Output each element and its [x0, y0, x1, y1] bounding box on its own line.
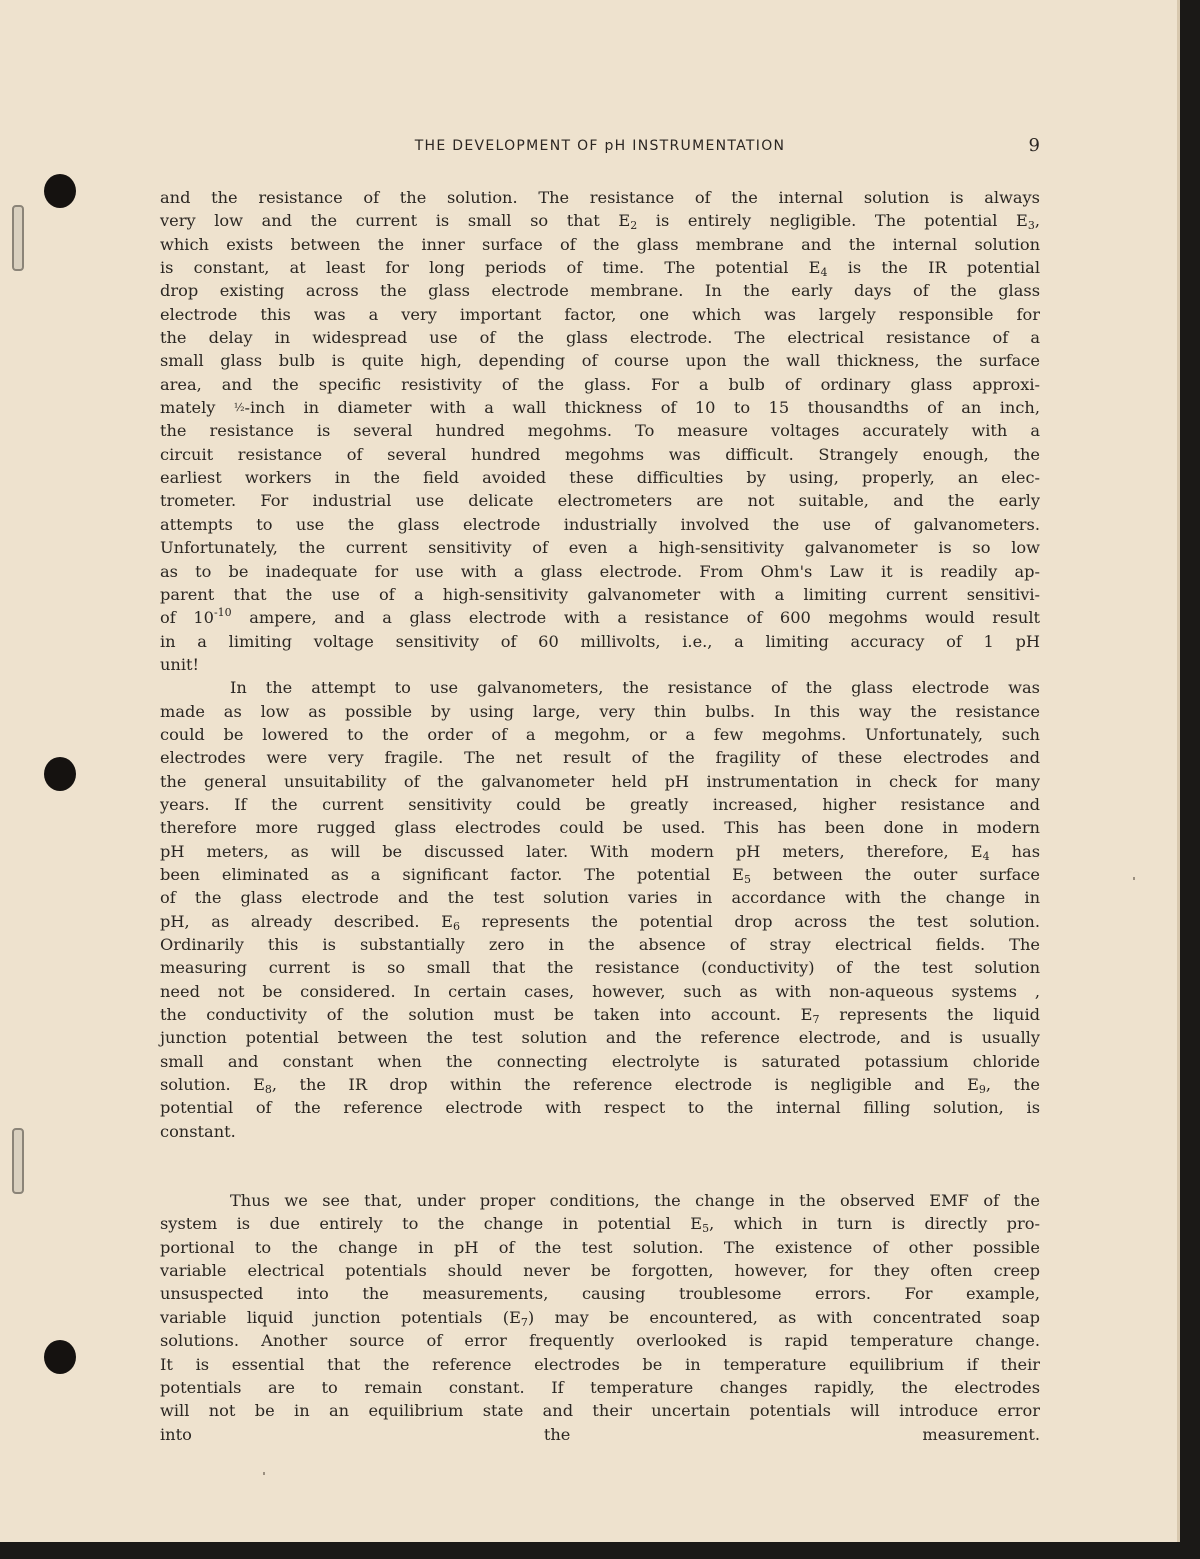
text-line: electrode this was a very important factor, one which was largely responsible for: [160, 304, 1040, 324]
text-line: very low and the current is small so that $E_2$ is entirely negligible. The potential $E_3$,: [160, 211, 1040, 233]
text-line: small glass bulb is quite high, depending of course upon the wall thickness, the surface: [160, 351, 1040, 371]
text-line: earliest workers in the field avoided these difficulties by using, properly, an elec-: [160, 468, 1040, 488]
text-line: will not be in an equilibrium state and their uncertain potentials will introduce error: [160, 1401, 1040, 1421]
paper-speck: [1133, 877, 1135, 880]
text-line: into the measurement.: [160, 1424, 1040, 1444]
page-number: 9: [1028, 135, 1040, 156]
text-line: small and constant when the connecting electrolyte is saturated potassium chloride: [160, 1051, 1040, 1071]
text-line: unit!: [160, 654, 200, 674]
text-line: years. If the current sensitivity could be greatly increased, higher resistance and: [160, 794, 1040, 814]
text-line: need not be considered. In certain cases, however, such as with non-aqueous systems ,: [160, 981, 1040, 1001]
text-line: Thus we see that, under proper conditions, the change in the observed EMF of the: [230, 1191, 1040, 1211]
text-line: pH meters, as will be discussed later. With modern pH meters, therefore, $E_4$ has: [160, 841, 1041, 863]
text-line: junction potential between the test solution and the reference electrode, and is usually: [160, 1028, 1040, 1048]
text-line: the general unsuitability of the galvanometer held pH instrumentation in check for many: [160, 771, 1040, 791]
text-line: the conductivity of the solution must be taken into account. $E_7$ represents the liquid: [160, 1005, 1040, 1027]
text-line: attempts to use the glass electrode industrially involved the use of galvanometers.: [160, 514, 1040, 534]
text-line: electrodes were very fragile. The net result of the fragility of these electrodes and: [160, 748, 1040, 768]
text-line: the delay in widespread use of the glass electrode. The electrical resistance of a: [160, 328, 1040, 348]
text-line: is constant, at least for long periods of time. The potential $E_4$ is the IR potential: [160, 258, 1040, 280]
text-line: trometer. For industrial use delicate electrometers are not suitable, and the early: [160, 491, 1040, 511]
text-line: portional to the change in pH of the test solution. The existence of other possible: [160, 1237, 1040, 1257]
paper-speck: [263, 1472, 265, 1475]
text-line: area, and the specific resistivity of the glass. For a bulb of ordinary glass approxi-: [160, 374, 1040, 394]
text-line: been eliminated as a significant factor. The potential $E_5$ between the outer surface: [160, 864, 1040, 886]
text-line: constant.: [160, 1121, 236, 1141]
page-header: [160, 137, 1040, 159]
text-line: the resistance is several hundred megohms. To measure voltages accurately with a: [160, 421, 1040, 441]
text-line: solution. $E_8$, the IR drop within the reference electrode is negligible and $E_9$, the: [160, 1075, 1040, 1097]
text-line: measuring current is so small that the resistance (conductivity) of the test solution: [160, 958, 1040, 978]
text-line: mately ½-inch in diameter with a wall thickness of 10 to 15 thousandths of an inch,: [160, 398, 1040, 418]
text-line: made as low as possible by using large, very thin bulbs. In this way the resistance: [160, 701, 1040, 721]
text-line: therefore more rugged glass electrodes could be used. This has been done in modern: [160, 818, 1040, 838]
binder-hole: [44, 174, 76, 208]
text-line: potential of the reference electrode with respect to the internal filling solution, is: [160, 1098, 1040, 1118]
text-line: In the attempt to use galvanometers, the resistance of the glass electrode was: [230, 678, 1040, 698]
staple-clip: [12, 205, 24, 271]
body-text: [160, 186, 1040, 1446]
staple-clip: [12, 1128, 24, 1194]
text-line: of the glass electrode and the test solution varies in accordance with the change in: [160, 888, 1040, 908]
binder-hole: [44, 1340, 76, 1374]
text-line: and the resistance of the solution. The resistance of the internal solution is always: [160, 188, 1040, 207]
text-line: drop existing across the glass electrode membrane. In the early days of the glass: [160, 281, 1040, 301]
text-line: unsuspected into the measurements, causing troublesome errors. For example,: [160, 1284, 1040, 1304]
text-line: of $10^{-10}$ ampere, and a glass electrode with a resistance of 600 megohms would result: [160, 606, 1041, 628]
text-line: Unfortunately, the current sensitivity of even a high-sensitivity galvanometer is so low: [160, 538, 1040, 558]
text-line: variable liquid junction potentials $(E_7)$ may be encountered, as with concentrated soap: [160, 1307, 1040, 1329]
text-line: pH, as already described. $E_6$ represents the potential drop across the test solution.: [160, 911, 1041, 933]
binder-hole: [44, 757, 76, 791]
text-line: Ordinarily this is substantially zero in the absence of stray electrical fields. The: [160, 935, 1040, 954]
paragraph-gap: [160, 1143, 1040, 1189]
text-line: system is due entirely to the change in potential $E_5$, which in turn is directly pro-: [160, 1214, 1040, 1236]
text-line: as to be inadequate for use with a glass electrode. From Ohm's Law it is readily ap-: [160, 561, 1040, 581]
text-line: in a limiting voltage sensitivity of 60 millivolts, i.e., a limiting accuracy of 1 pH: [160, 631, 1040, 651]
text-line: variable electrical potentials should never be forgotten, however, for they often creep: [160, 1261, 1040, 1281]
text-line: could be lowered to the order of a megohm, or a few megohms. Unfortunately, such: [160, 724, 1040, 744]
text-line: circuit resistance of several hundred megohms was difficult. Strangely enough, the: [160, 444, 1040, 464]
running-title: THE DEVELOPMENT OF pH INSTRUMENTATION: [414, 138, 786, 154]
text-line: potentials are to remain constant. If temperature changes rapidly, the electrodes: [160, 1377, 1040, 1397]
text-line: which exists between the inner surface of the glass membrane and the internal solution: [160, 234, 1040, 254]
text-line: solutions. Another source of error frequently overlooked is rapid temperature change.: [160, 1331, 1040, 1351]
text-line: It is essential that the reference electrodes be in temperature equilibrium if their: [160, 1354, 1040, 1374]
text-line: parent that the use of a high-sensitivity galvanometer with a limiting current sensitivi-: [160, 584, 1040, 604]
